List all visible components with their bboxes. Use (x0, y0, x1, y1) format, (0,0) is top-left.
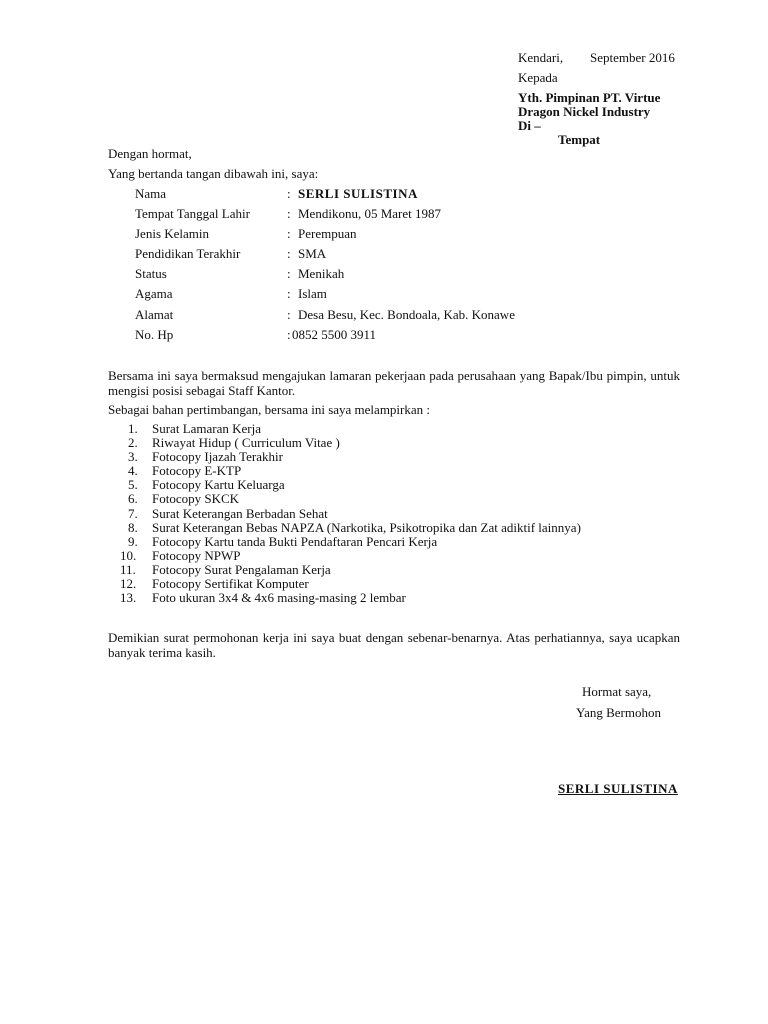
detail-value: Mendikonu, 05 Maret 1987 (298, 206, 441, 222)
detail-separator: : (287, 226, 291, 242)
detail-label: Nama (135, 186, 167, 201)
list-text: Fotocopy Surat Pengalaman Kerja (152, 561, 331, 577)
detail-separator: : (287, 286, 291, 302)
attachments-intro: Sebagai bahan pertimbangan, bersama ini saya melampirkan : (108, 402, 430, 417)
detail-label: Status (135, 266, 167, 282)
detail-value: Menikah (298, 266, 345, 282)
list-text: Fotocopy Kartu Keluarga (152, 477, 285, 493)
detail-separator: : (287, 206, 291, 222)
list-number: 13. (120, 590, 137, 606)
place-city: Kendari, (518, 50, 564, 65)
detail-label: Pendidikan Terakhir (135, 246, 241, 262)
detail-separator: : (287, 246, 291, 262)
recipient-line-1: Yth. Pimpinan PT. Virtue (518, 90, 661, 105)
detail-value: Desa Besu, Kec. Bondoala, Kab. Konawe (298, 306, 515, 322)
detail-label: Tempat Tanggal Lahir (135, 206, 250, 222)
list-number: 1. (128, 421, 138, 436)
list-text: Surat Lamaran Kerja (152, 421, 262, 436)
detail-value: 0852 5500 3911 (292, 326, 377, 342)
list-text: Fotocopy Kartu tanda Bukti Pendaftaran Pencari Kerja (152, 533, 438, 549)
signature-name: SERLI SULISTINA (558, 781, 678, 796)
list-number: 9. (128, 533, 138, 549)
greeting: Dengan hormat, (108, 146, 192, 161)
list-text: Surat Keterangan Berbadan Sehat (152, 505, 328, 521)
detail-label: No. Hp (135, 326, 174, 342)
intro-line: Yang bertanda tangan dibawah ini, saya: (108, 166, 319, 181)
list-number: 10. (120, 547, 137, 563)
list-number: 6. (128, 491, 138, 507)
list-number: 12. (120, 576, 137, 592)
list-number: 7. (128, 505, 138, 521)
list-text: Fotocopy SKCK (152, 491, 240, 507)
list-number: 4. (128, 463, 138, 479)
recipient-line-3: Di – (518, 118, 541, 133)
list-text: Riwayat Hidup ( Curriculum Vitae ) (152, 435, 340, 451)
closing-paragraph: Demikian surat permohonan kerja ini saya buat dengan sebenar-benarnya. Atas perhatiannya, saya ucapkan banyak terima kasih. (108, 630, 680, 660)
to-label: Kepada (518, 70, 558, 85)
recipient-line-2: Dragon Nickel Industry (518, 104, 651, 119)
detail-label: Jenis Kelamin (135, 226, 210, 242)
detail-value: Perempuan (298, 226, 357, 242)
application-paragraph: Bersama ini saya bermaksud mengajukan lamaran pekerjaan pada perusahaan yang Bapak/Ibu pimpin, untuk mengisi posisi sebagai Staff Kantor. (108, 368, 680, 398)
detail-value: SMA (298, 246, 327, 262)
detail-separator: : (287, 266, 291, 282)
list-text: Foto ukuran 3x4 & 4x6 masing-masing 2 lembar (152, 590, 406, 606)
list-text: Fotocopy NPWP (152, 547, 241, 563)
list-number: 5. (128, 477, 138, 493)
letter-date: September 2016 (590, 50, 675, 65)
list-text: Surat Keterangan Bebas NAPZA (Narkotika, Psikotropika dan Zat adiktif lainnya) (152, 519, 581, 535)
list-number: 2. (128, 435, 138, 451)
list-text: Fotocopy Ijazah Terakhir (152, 449, 283, 465)
detail-value: SERLI SULISTINA (298, 186, 418, 201)
applicant-label: Yang Bermohon (576, 705, 661, 720)
list-text: Fotocopy Sertifikat Komputer (152, 576, 309, 592)
detail-value: Islam (298, 286, 327, 302)
list-text: Fotocopy E-KTP (152, 463, 242, 479)
detail-separator: : (287, 306, 291, 322)
list-number: 8. (128, 519, 138, 535)
detail-separator: : (287, 326, 291, 342)
detail-label: Alamat (135, 306, 174, 322)
list-number: 3. (128, 449, 138, 465)
list-number: 11. (120, 561, 136, 577)
detail-label: Agama (135, 286, 173, 302)
detail-separator: : (287, 186, 291, 201)
regards: Hormat saya, (582, 684, 652, 699)
recipient-line-4: Tempat (558, 132, 601, 147)
